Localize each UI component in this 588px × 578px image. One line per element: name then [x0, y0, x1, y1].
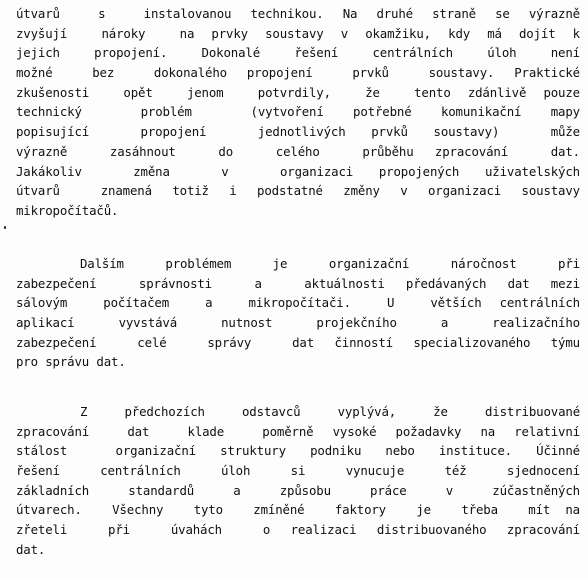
text-line: jejich propojení. Dokonalé řešení centrálních úloh není: [16, 45, 580, 61]
text-line: dat.: [16, 541, 46, 557]
text-line: pro správu dat.: [16, 354, 126, 370]
text-line: mikropočítačů.: [16, 202, 119, 218]
text-line: zabezpečení správnosti a aktuálnosti předávaných dat mezi: [16, 275, 580, 291]
text-line: aplikací vyvstává nutnost projekčního a realizačního: [16, 315, 580, 331]
text-line: Z předchozích odstavců vyplývá, že distribuované: [80, 404, 580, 419]
text-line: možné bez dokonalého propojení prvků soustavy. Praktické: [16, 65, 580, 81]
text-line: útvarů s instalovanou technikou. Na druhé straně se výrazně: [16, 6, 580, 21]
text-line: zkušenosti opět jenom potvrdily, že tento zdánlivě pouze: [16, 84, 580, 100]
text-line: základních standardů a způsobu práce v zúčastněných: [16, 482, 580, 498]
text-line: Dalším problémem je organizační náročnost při: [80, 256, 580, 271]
text-line: technický problém (vytvoření potřebné komunikační mapy: [16, 104, 580, 120]
margin-mark: [4, 226, 6, 229]
text-line: výrazně zasáhnout do celého průběhu zpracování dat.: [16, 143, 580, 159]
text-line: zřeteli při úvahách o realizaci distribuovaného zpracování: [16, 522, 580, 538]
text-line: útvarech. Všechny tyto zmíněné faktory je třeba mít na: [16, 502, 580, 518]
paragraph-1: [16, 4, 580, 221]
text-line: zpracování dat klade poměrně vysoké požadavky na relativní: [16, 423, 580, 439]
text-line: útvarů znamená totiž i podstatné změny v organizaci soustavy: [16, 183, 580, 199]
text-line: řešení centrálních úloh si vynucuje též sjednocení: [16, 463, 580, 479]
text-line: Jakákoliv změna v organizaci propojených uživatelských: [16, 163, 580, 179]
text-line: zabezpečení celé správy dat činností specializovaného týmu: [16, 334, 580, 350]
paragraph-3: [16, 402, 580, 560]
text-line: popisující propojení jednotlivých prvků soustavy) může: [16, 124, 580, 140]
paragraph-2: [16, 254, 580, 372]
text-line: zvyšují nároky na prvky soustavy v okamžiku, kdy má dojít k: [16, 25, 580, 41]
text-line: stálost organizační struktury podniku nebo instituce. Účinné: [16, 443, 580, 459]
text-line: sálovým počítačem a mikropočítači. U větších centrálních: [16, 295, 580, 311]
